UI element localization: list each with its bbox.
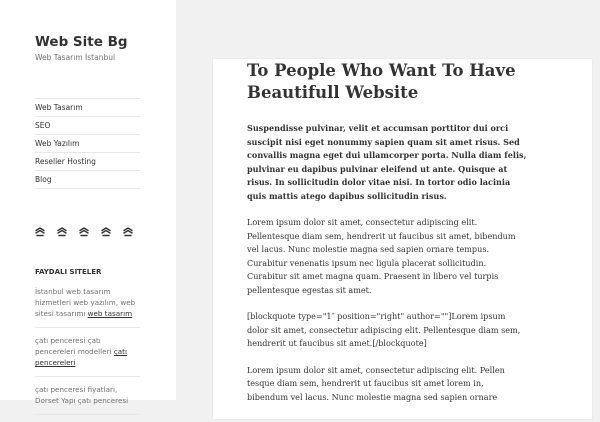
social-link-icon[interactable] — [35, 222, 45, 232]
social-links — [35, 222, 133, 232]
widget-item-link[interactable]: web tasarım — [87, 309, 133, 318]
widget-item-text: çatı penceresi çatı pencereleri modelleri — [35, 336, 114, 356]
widget-title: FAYDALI SITELER — [35, 268, 102, 276]
post-content — [247, 122, 527, 417]
social-link-icon[interactable] — [123, 222, 133, 232]
site-title[interactable]: Web Site Bg — [35, 34, 128, 50]
post-shortcode-paragraph: [blockquote type="1″ position="right" author=""]Lorem ipsum dolor sit amet, consectetur adipiscing elit. Pellentesque diam sem, hendrerit ut faucibus sit amet.[/blockquote] — [247, 311, 521, 348]
nav-item-seo[interactable]: SEO — [35, 117, 140, 135]
sidebar — [0, 0, 176, 405]
widget-link-list — [35, 286, 140, 422]
widget-item — [35, 286, 140, 328]
nav-item-blog[interactable]: Blog — [35, 171, 140, 189]
social-link-icon[interactable] — [57, 222, 67, 232]
post-paragraph: Lorem ipsum dolor sit amet, consectetur adipiscing elit. Pellen tesque diam sem, hendrerit ut faucibus sit amet lorem in, bibendum vel lacus. Nunc molestie magna sed sapien ornare — [247, 364, 505, 402]
nav-item-web-tasarim[interactable]: Web Tasarım — [35, 99, 140, 117]
widget-item — [35, 335, 140, 377]
social-link-icon[interactable] — [79, 222, 89, 232]
post-title[interactable]: To People Who Want To Have Beautifull Website — [247, 61, 516, 102]
widget-item-link[interactable]: çatı pencereleri — [35, 347, 127, 367]
nav-item-web-yazilim[interactable]: Web Yazılım — [35, 135, 140, 153]
social-link-icon[interactable] — [101, 222, 111, 232]
blog-post — [213, 59, 592, 419]
post-lead-paragraph: Suspendisse pulvinar, velit et accumsan porttitor dui orci suscipit nisi eget nonummy sapien quam sit amet risus. Sed convallis magna eget dui ullamcorper porta. Nulla diam felis, pulvinar eu dapibus pulvinar eleifend ut ante. Quisque at risus. In sollicitudin dolor vitae nisi. In tortor odio lacinia quis mattis atego dapibus sollicitudin risus. — [247, 123, 527, 201]
site-description: Web Tasarım İstanbul — [35, 53, 116, 62]
main-navigation — [35, 98, 140, 189]
post-paragraph: Lorem ipsum dolor sit amet, consectetur adipiscing elit. Pellentesque diam sem, hendrerit ut faucibus sit amet, bibendum vel lacus. Nunc molestie magna sed sapien ornare tempus. Curabitur venenatis ipsum nec ligula placerat sollicitudin. Curabitur sit amet magna quam. Praesent in libero vel turpis pellentesque egestas sit amet. — [247, 217, 516, 295]
nav-item-reseller-hosting[interactable]: Reseller Hosting — [35, 153, 140, 171]
widget-item-text: çatı penceresi fiyatları, Dorset Yapı çatı penceresi — [35, 385, 129, 405]
widget-item-text: İstanbul web tasarım hizmetleri web yazılım, web sitesi tasarımı — [35, 287, 136, 318]
